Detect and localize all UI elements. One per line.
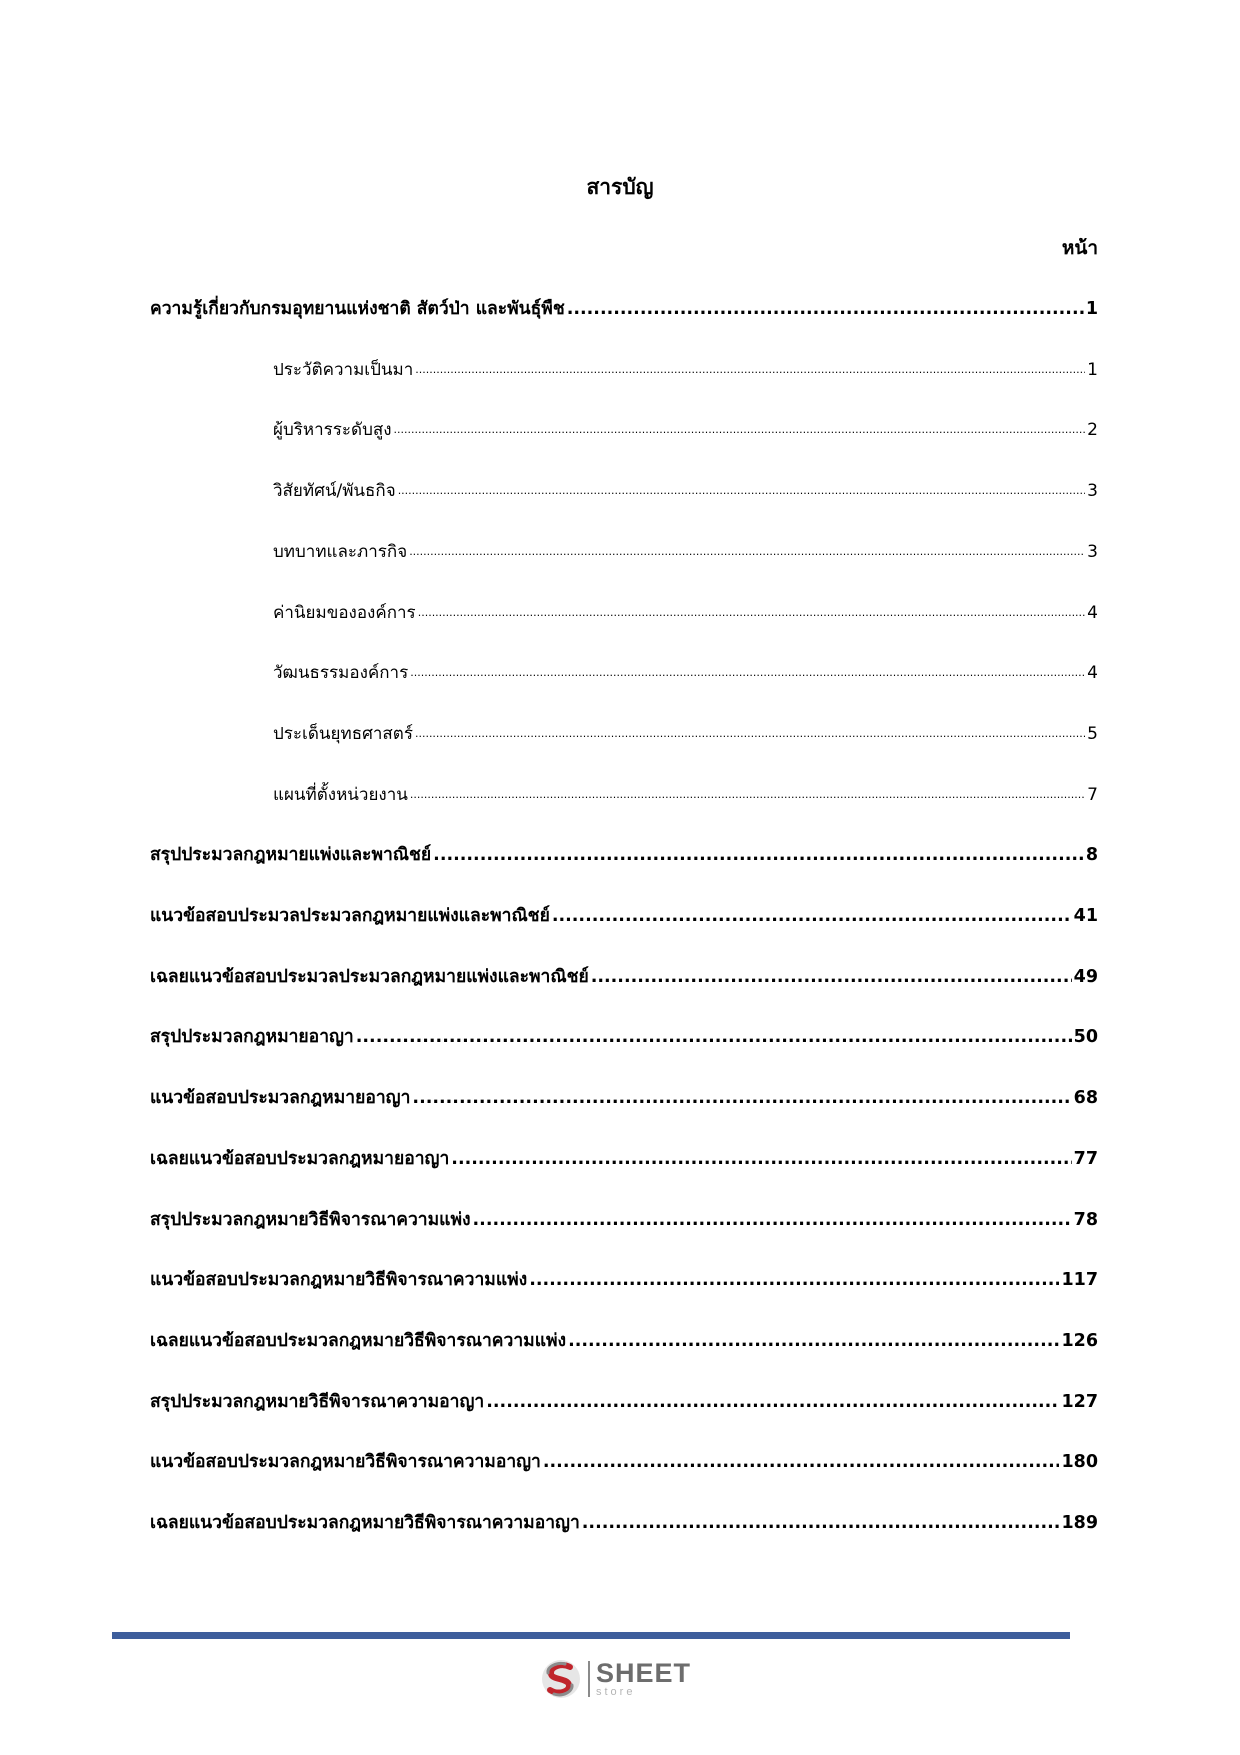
toc-entry-page: 5 — [1087, 724, 1098, 744]
toc-entry-label: เฉลยแนวข้อสอบประมวลประมวลกฎหมายแพ่งและพาณิชย์ — [150, 967, 589, 987]
toc-dot-leader — [473, 1205, 1072, 1235]
toc-dot-leader — [398, 476, 1085, 506]
toc-entry[interactable] — [150, 1324, 1098, 1356]
toc-dot-leader — [486, 1387, 1059, 1417]
toc-entry[interactable] — [150, 1445, 1098, 1477]
toc-entry-label: ค่านิยมขององค์การ — [273, 603, 416, 623]
toc-entry-label: ประเด็นยุทธศาสตร์ — [273, 724, 413, 744]
toc-entry[interactable] — [150, 1385, 1098, 1417]
toc-entry-page: 127 — [1061, 1392, 1098, 1412]
page-title: สารบัญ — [586, 175, 654, 199]
logo-sub-text: store — [596, 1686, 636, 1698]
toc-dot-leader — [591, 962, 1072, 992]
toc-dot-leader — [568, 1326, 1059, 1356]
toc-subentry[interactable] — [273, 596, 1098, 628]
toc-entry-page: 1 — [1087, 360, 1098, 380]
toc-entry-label: วัฒนธรรมองค์การ — [273, 663, 409, 683]
toc-entry[interactable] — [150, 1081, 1098, 1113]
toc-entry[interactable] — [150, 1142, 1098, 1174]
toc-entry-page: 8 — [1085, 845, 1098, 865]
toc-entry-page: 49 — [1073, 967, 1098, 987]
toc-dot-leader — [433, 840, 1084, 870]
toc-entry-label: ผู้บริหารระดับสูง — [273, 420, 392, 440]
toc-entry-label: สรุปประมวลกฎหมายแพ่งและพาณิชย์ — [150, 845, 432, 865]
toc-entry-page: 7 — [1087, 785, 1098, 805]
toc-entry-label: เฉลยแนวข้อสอบประมวลกฎหมายอาญา — [150, 1149, 450, 1169]
toc-entry-page: 4 — [1087, 663, 1098, 683]
toc-entry-page: 4 — [1087, 603, 1098, 623]
toc-entry-label: เฉลยแนวข้อสอบประมวลกฎหมายวิธีพิจารณาความแพ่ง — [150, 1331, 567, 1351]
toc-dot-leader — [410, 780, 1085, 810]
toc-dot-leader — [409, 537, 1085, 567]
page-number-column-header: หน้า — [1061, 237, 1098, 259]
toc-dot-leader — [356, 1022, 1072, 1052]
toc-dot-leader — [582, 1508, 1060, 1538]
toc-subentry[interactable] — [273, 717, 1098, 749]
toc-entry-page: 126 — [1061, 1331, 1098, 1351]
logo-divider — [588, 1661, 590, 1697]
toc-dot-leader — [451, 1144, 1071, 1174]
toc-entry-page: 77 — [1073, 1149, 1098, 1169]
toc-entry-page: 50 — [1073, 1027, 1098, 1047]
toc-entry-page: 1 — [1085, 299, 1098, 319]
toc-entry-page: 68 — [1073, 1088, 1098, 1108]
footer-divider — [112, 1632, 1070, 1639]
toc-dot-leader — [418, 598, 1085, 628]
toc-entry-label: ความรู้เกี่ยวกับกรมอุทยานแห่งชาติ สัตว์ป่า และพันธุ์พืช — [150, 299, 565, 319]
toc-entry-label: สรุปประมวลกฎหมายวิธีพิจารณาความอาญา — [150, 1392, 485, 1412]
toc-entry-label: สรุปประมวลกฎหมายวิธีพิจารณาความแพ่ง — [150, 1210, 471, 1230]
toc-entry[interactable] — [150, 960, 1098, 992]
toc-dot-leader — [529, 1265, 1059, 1295]
toc-entry[interactable] — [150, 1263, 1098, 1295]
toc-entry-page: 41 — [1073, 906, 1098, 926]
toc-entry-label: แนวข้อสอบประมวลประมวลกฎหมายแพ่งและพาณิชย์ — [150, 906, 550, 926]
toc-subentry[interactable] — [273, 656, 1098, 688]
toc-dot-leader — [394, 415, 1086, 445]
toc-subentry[interactable] — [273, 413, 1098, 445]
toc-entry-page: 78 — [1073, 1210, 1098, 1230]
toc-entry-label: แนวข้อสอบประมวลกฎหมายอาญา — [150, 1088, 411, 1108]
toc-entry-page: 3 — [1087, 481, 1098, 501]
toc-entry[interactable] — [150, 1203, 1098, 1235]
toc-subentry[interactable] — [273, 474, 1098, 506]
toc-entry[interactable] — [150, 292, 1098, 324]
logo-main-text: SHEET — [596, 1658, 692, 1688]
toc-entry-label: แผนที่ตั้งหน่วยงาน — [273, 785, 408, 805]
toc-entry-label: บทบาทและภารกิจ — [273, 542, 408, 562]
toc-entry-label: แนวข้อสอบประมวลกฎหมายวิธีพิจารณาความแพ่ง — [150, 1270, 528, 1290]
toc-entry-label: ประวัติความเป็นมา — [273, 360, 414, 380]
toc-dot-leader — [410, 658, 1085, 688]
toc-entry-page: 180 — [1061, 1452, 1098, 1472]
toc-subentry[interactable] — [273, 353, 1098, 385]
toc-entry-label: เฉลยแนวข้อสอบประมวลกฎหมายวิธีพิจารณาความอาญา — [150, 1513, 580, 1533]
toc-entry-page: 189 — [1061, 1513, 1098, 1533]
toc-subentry[interactable] — [273, 778, 1098, 810]
toc-dot-leader — [415, 719, 1085, 749]
toc-entry[interactable] — [150, 1506, 1098, 1538]
toc-entry-label: สรุปประมวลกฎหมายอาญา — [150, 1027, 354, 1047]
toc-dot-leader — [552, 901, 1072, 931]
toc-entry[interactable] — [150, 838, 1098, 870]
toc-subentry[interactable] — [273, 535, 1098, 567]
toc-entry-page: 117 — [1061, 1270, 1098, 1290]
toc-dot-leader — [415, 355, 1085, 385]
sheet-store-logo — [540, 1655, 691, 1703]
toc-dot-leader — [412, 1083, 1071, 1113]
toc-entry-page: 3 — [1087, 542, 1098, 562]
logo-text — [596, 1660, 691, 1698]
toc-entry[interactable] — [150, 1020, 1098, 1052]
toc-entry[interactable] — [150, 899, 1098, 931]
sheet-store-logo-icon — [540, 1658, 582, 1700]
toc-entry-label: แนวข้อสอบประมวลกฎหมายวิธีพิจารณาความอาญา — [150, 1452, 541, 1472]
toc-dot-leader — [543, 1447, 1060, 1477]
toc-entry-page: 2 — [1087, 420, 1098, 440]
toc-dot-leader — [567, 294, 1084, 324]
toc-entry-label: วิสัยทัศน์/พันธกิจ — [273, 481, 396, 501]
